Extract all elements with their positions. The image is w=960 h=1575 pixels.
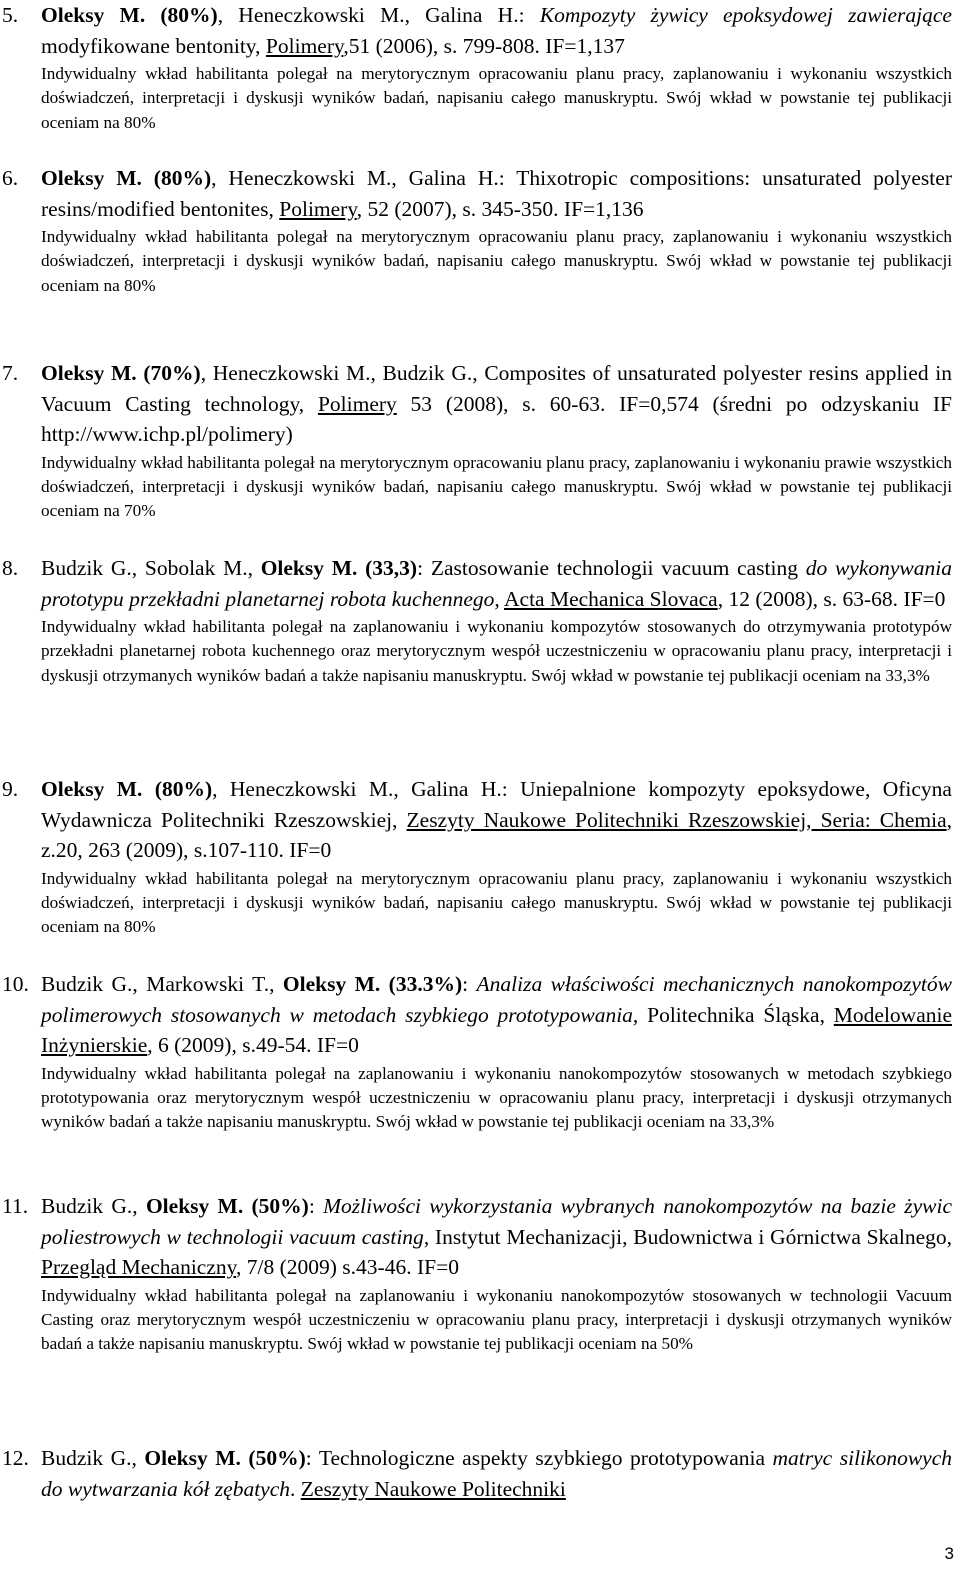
entry-number: 9. xyxy=(2,777,19,801)
article-title: do wykonywania prototypu przekładni planetarnej robota kuchennego xyxy=(41,556,952,611)
publication-details: , 12 (2008), s. 63-68. IF=0 xyxy=(717,586,946,611)
publication-details: 53 (2008), s. 60-63. IF=0,574 (średni po odzyskaniu IF http://www.ichp.pl/polimery) xyxy=(41,391,952,446)
entry-number: 5. xyxy=(2,3,19,27)
publisher: , Instytut Mechanizacji, Budownictwa i Górnictwa Skalnego, xyxy=(423,1224,952,1249)
contribution-note: Indywidualny wkład habilitanta polegał na zaplanowaniu i wykonaniu nanokompozytów stosowanych w metodach szybkiego prototypowania oraz merytorycznym wespół uczestniczeniu w opracowaniu planu pracy, interpretacji i dyskusji otrzymanych wyników badań a także napisaniu manuskryptu. Swój wkład w powstanie tej publikacji oceniam na 33,3% xyxy=(41,1063,952,1132)
journal-link[interactable]: Przegląd Mechaniczny xyxy=(41,1255,237,1279)
article-title: matryc silikonowych do wytwarzania kół zębatych xyxy=(41,1446,952,1501)
coauthors: Budzik G., xyxy=(41,1194,146,1218)
contribution-note: Indywidualny wkład habilitanta polegał na merytorycznym opracowaniu planu pracy, zaplanowaniu i wykonaniu prawie wszystkich doświadczeń, interpretacji i dyskusji wyników badań, napisaniu całego manuskryptu. Swój wkład w powstanie tej publikacji oceniam na 70% xyxy=(41,452,952,521)
author-bold: Oleksy M. (50%) xyxy=(145,1194,309,1218)
coauthors: , Heneczkowski M., Galina H.: xyxy=(217,3,540,27)
article-title-plain: modyfikowane bentonity, xyxy=(41,33,266,58)
publication-entry-12 xyxy=(0,1443,960,1504)
contribution-note: Indywidualny wkład habilitanta polegał na zaplanowaniu i wykonaniu nanokompozytów stosowanych w technologii Vacuum Casting oraz merytorycznym wespół uczestniczeniu w opracowaniu planu pracy, interpretacji i dyskusji otrzymanych wyników badań a także napisaniu manuskryptu. Swój wkład w powstanie tej publikacji oceniam na 50% xyxy=(41,1285,952,1354)
author-bold: Oleksy M. (80%) xyxy=(41,777,213,801)
coauthors: Budzik G., Sobolak M., xyxy=(41,556,261,580)
article-title-plain: : Zastosowanie technologii vacuum casting xyxy=(417,556,806,580)
article-title: Analiza właściwości mechanicznych nanokompozytów polimerowych stosowanych w metodach szybkiego prototypowania xyxy=(41,972,952,1027)
publication-details: , 6 (2009), s.49-54. IF=0 xyxy=(147,1033,359,1057)
citation xyxy=(41,1443,952,1504)
entry-number: 7. xyxy=(2,361,19,385)
citation xyxy=(41,969,952,1061)
contribution-note: Indywidualny wkład habilitanta polegał na merytorycznym opracowaniu planu pracy, zaplanowaniu i wykonaniu wszystkich doświadczeń, interpretacji i dyskusji wyników badań, napisaniu całego manuskryptu. Swój wkład w powstanie tej publikacji oceniam na 80% xyxy=(41,868,952,937)
journal-link[interactable]: Zeszyty Naukowe Politechniki xyxy=(300,1476,566,1501)
journal-link[interactable]: Acta Mechanica Slovaca xyxy=(504,586,718,611)
separator: : xyxy=(308,1194,324,1218)
author-bold: Oleksy M. (50%) xyxy=(144,1446,306,1470)
article-title: : Uniepalnione kompozyty epoksydowe, Oficyna Wydawnicza Politechniki Rzeszowskiej, xyxy=(41,777,952,832)
page-number: 3 xyxy=(944,1544,954,1563)
article-title: Kompozyty żywicy epoksydowej zawierające xyxy=(539,3,952,27)
author-bold: Oleksy M. (33.3%) xyxy=(282,972,463,996)
journal-link[interactable]: Polimery xyxy=(317,391,397,416)
publication-details: , 7/8 (2009) s.43-46. IF=0 xyxy=(236,1255,459,1279)
coauthors: Budzik G., xyxy=(41,1446,145,1470)
citation xyxy=(41,1191,952,1283)
author-bold: Oleksy M. (70%) xyxy=(41,361,201,385)
entry-number: 6. xyxy=(2,166,19,190)
coauthors: , Heneczkowski M., Budzik G. xyxy=(200,361,473,385)
citation xyxy=(41,163,952,224)
separator: . xyxy=(290,1476,301,1501)
journal-link[interactable]: Polimery xyxy=(279,196,357,221)
publisher: , Politechnika Śląska, xyxy=(632,1002,834,1027)
citation xyxy=(41,358,952,450)
entry-number: 12. xyxy=(2,1446,29,1470)
author-bold: Oleksy M. (80%) xyxy=(41,3,218,27)
coauthors: , Heneczkowski M., Galina H. xyxy=(211,166,499,190)
article-title-plain: : Technologiczne aspekty szybkiego prototypowania xyxy=(305,1446,773,1470)
publication-entry-11 xyxy=(0,1191,960,1357)
article-title: : Thixotropic compositions: unsaturated polyester resins/modified bentonites, xyxy=(41,166,952,221)
journal-link[interactable]: Zeszyty Naukowe Politechniki Rzeszowskiej, Seria: Chemia xyxy=(406,807,947,832)
contribution-note: Indywidualny wkład habilitanta polegał na merytorycznym opracowaniu planu pracy, zaplanowaniu i wykonaniu wszystkich doświadczeń, interpretacji i dyskusji wyników badań, napisaniu całego manuskryptu. Swój wkład w powstanie tej publikacji oceniam na 80% xyxy=(41,227,952,295)
contribution-note: Indywidualny wkład habilitanta polegał na merytorycznym opracowaniu planu pracy, zaplanowaniu i wykonaniu wszystkich doświadczeń, interpretacji i dyskusji wyników badań, napisaniu całego manuskryptu. Swój wkład w powstanie tej publikacji oceniam na 80% xyxy=(41,64,952,132)
citation xyxy=(41,774,952,866)
publication-entry-10 xyxy=(0,969,960,1135)
entry-number: 10. xyxy=(2,972,29,996)
publication-entry-5 xyxy=(0,0,960,135)
author-bold: Oleksy M. (80%) xyxy=(41,166,212,190)
entry-number: 8. xyxy=(2,556,19,580)
publication-details: , 52 (2007), s. 345-350. IF=1,136 xyxy=(356,196,644,221)
contribution-note: Indywidualny wkład habilitanta polegał na zaplanowaniu i wykonaniu kompozytów stosowanych do otrzymywania prototypów przekładni planetarnej robota kuchennego oraz merytorycznym wespół uczestniczeniu w opracowaniu planu pracy, interpretacji i dyskusji otrzymanych wyników badań a także napisaniu manuskryptu. Swój wkład w powstanie tej publikacji oceniam na 33,3% xyxy=(41,617,952,685)
publication-entry-8 xyxy=(0,553,960,688)
author-bold: Oleksy M. (33,3) xyxy=(260,556,418,580)
publication-entry-9 xyxy=(0,774,960,940)
entry-number: 11. xyxy=(2,1194,29,1218)
coauthors: Budzik G., Markowski T., xyxy=(41,972,283,996)
citation xyxy=(41,0,952,61)
journal-link[interactable]: Polimery xyxy=(265,33,344,58)
article-title: Możliwości wykorzystania wybranych nanokompozytów na bazie żywic poliestrowych w technologii vacuum casting xyxy=(41,1194,952,1249)
publication-entry-6 xyxy=(0,163,960,298)
coauthors: , Heneczkowski M., Galina H. xyxy=(212,777,502,801)
article-title: , Composites of unsaturated polyester resins applied in Vacuum Casting technology, xyxy=(41,361,952,416)
citation xyxy=(41,553,952,614)
separator: : xyxy=(462,972,477,996)
publication-details: , z.20, 263 (2009), s.107-110. IF=0 xyxy=(41,807,952,862)
journal-link[interactable]: Modelowanie Inżynierskie xyxy=(41,1002,952,1057)
publication-details: ,51 (2006), s. 799-808. IF=1,137 xyxy=(343,33,625,58)
publication-entry-7 xyxy=(0,358,960,524)
separator: , xyxy=(494,586,504,611)
